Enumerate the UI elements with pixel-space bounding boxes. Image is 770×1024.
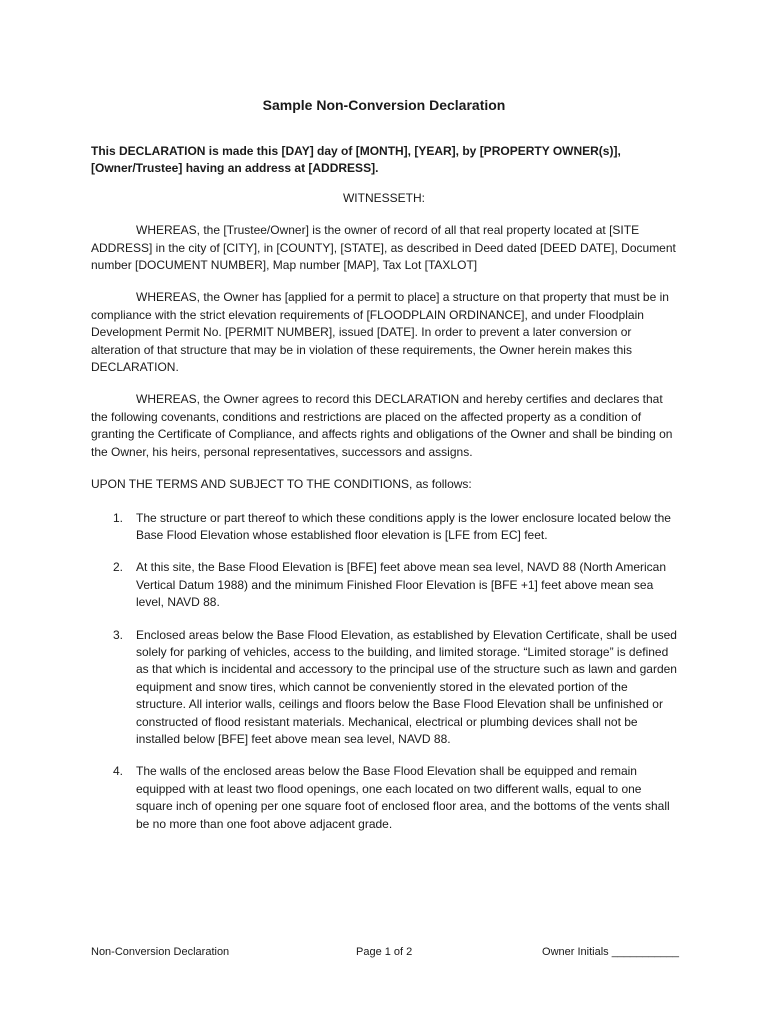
footer-owner-initials: Owner Initials ___________: [542, 946, 679, 958]
whereas-paragraph: WHEREAS, the Owner agrees to record this DECLARATION and hereby certifies and declares that the following covenants, conditions and restrictions are placed on the affected property as a condition of granting the Certificate of Compliance, and affects rights and obligations of the Owner and shall be binding on the Owner, his heirs, personal representatives, successors and assigns.: [91, 392, 673, 459]
condition-text: Enclosed areas below the Base Flood Elevation, as established by Elevation Certificate, shall be used solely for parking of vehicles, access to the building, and limited storage. “Limited storage” is defined as that which is incidental and accessory to the principal use of the structure such as lawn and garden equipment and snow tires, which cannot be conveniently stored in the elevated portion of the structure. All interior walls, ceilings and floors below the Base Flood Elevation shall be unfinished or constructed of flood resistant materials. Mechanical, electrical or plumbing devices shall not be installed below [BFE] feet above mean sea level, NAVD 88.: [136, 627, 677, 746]
condition-item: [91, 559, 677, 611]
condition-text: The structure or part thereof to which these conditions apply is the lower enclosure located below the Base Flood Elevation whose established floor elevation is [LFE from EC] feet.: [136, 510, 671, 542]
condition-item: [91, 627, 677, 749]
document-body: [91, 95, 677, 848]
footer-document-name: Non-Conversion Declaration: [91, 946, 230, 958]
page-footer: [91, 944, 679, 961]
conditions-list: [91, 510, 677, 834]
condition-text: At this site, the Base Flood Elevation is [BFE] feet above mean sea level, NAVD 88 (North American Vertical Datum 1988) and the minimum Finished Floor Elevation is [BFE +1] feet above mean sea level, NAVD 88.: [136, 560, 667, 610]
whereas-paragraph: WHEREAS, the Owner has [applied for a permit to place] a structure on that property that must be in compliance with the strict elevation requirements of [FLOODPLAIN ORDINANCE], and under Floodplain Development Permit No. [PERMIT NUMBER], issued [DATE]. In order to prevent a later conversion or alteration of that structure that may be in violation of these requirements, the Owner herein makes this DECLARATION.: [91, 290, 669, 375]
witnesseth-heading: WITNESSETH:: [342, 190, 425, 205]
footer-page-number: Page 1 of 2: [356, 946, 413, 958]
document-title: Sample Non-Conversion Declaration: [262, 97, 506, 113]
whereas-paragraph: WHEREAS, the [Trustee/Owner] is the owner of record of all that real property located at [SITE ADDRESS] in the city of [CITY], in [COUNTY], [STATE], as described in Deed dated [DEED DATE], Document number [DOCUMENT NUMBER], Map number [MAP], Tax Lot [TAXLOT]: [91, 223, 676, 273]
condition-item: [91, 510, 677, 545]
condition-number: 1.: [113, 510, 124, 525]
condition-number: 4.: [113, 764, 124, 779]
condition-item: [91, 763, 677, 833]
condition-text: The walls of the enclosed areas below the Base Flood Elevation shall be equipped and remain equipped with at least two flood openings, one each located on two different walls, equal to one square inch of opening per one square foot of enclosed floor area, and the bottoms of the vents shall be no more than one foot above adjacent grade.: [136, 764, 670, 831]
condition-number: 2.: [113, 560, 124, 575]
condition-number: 3.: [113, 627, 124, 642]
terms-heading: UPON THE TERMS AND SUBJECT TO THE CONDITIONS, as follows:: [91, 477, 472, 492]
declaration-intro: This DECLARATION is made this [DAY] day of [MONTH], [YEAR], by [PROPERTY OWNER(s)], [Owner/Trustee] having an address at [ADDRESS].: [91, 144, 621, 176]
